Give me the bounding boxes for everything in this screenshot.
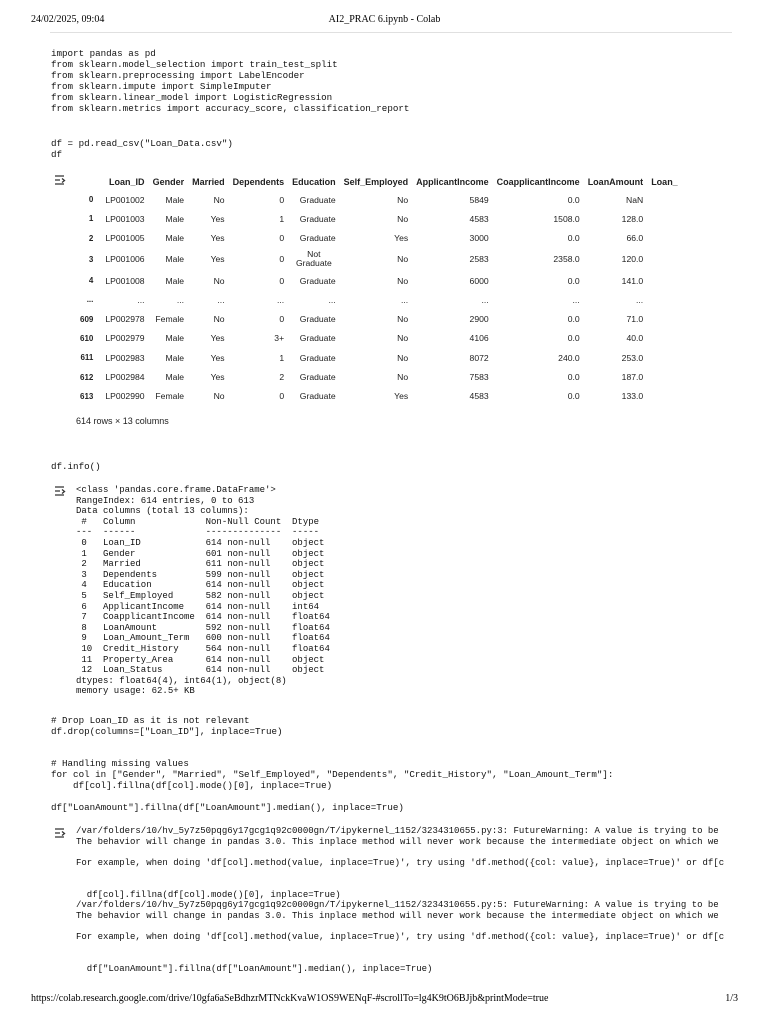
column-header [76,173,101,190]
table-row [76,348,682,367]
divider [50,32,732,33]
table-cell: LP002979 [105,333,145,344]
table-cell: 0 [279,194,285,205]
table-cell: 3000 [469,233,489,244]
row-index: 1 [88,214,94,224]
table-cell: No [397,333,409,344]
table-cell: Male [165,254,185,265]
table-cell: Graduate [299,275,336,286]
table-cell: LP001006 [105,254,145,265]
table-cell: LP002978 [105,314,145,325]
table-row [76,190,682,209]
table-row [76,367,682,386]
table-cell: 8072 [469,352,489,363]
table-cell: 141.0 [621,275,644,286]
table-cell: 4583 [469,391,489,402]
table-cell: 1508.0 [553,213,580,224]
table-cell: LP001003 [105,213,145,224]
table-cell: No [397,275,409,286]
table-cell [647,329,682,348]
row-index: 611 [80,353,94,363]
table-cell: No [397,372,409,383]
table-cell: 133.0 [621,391,644,402]
table-cell: Yes [210,352,225,363]
table-cell: Not Graduate [295,249,332,269]
info-output: <class 'pandas.core.frame.DataFrame'> RangeIndex: 614 entries, 0 to 613 Data columns (total 13 columns): # Column Non-Null Count Dtype --- ------ -------------- ----- 0 Loan_ID 614 non-null object 1 Gender 601 non-null object 2 Married 611 non-null object 3 Dependents 599 non-null object 4 Education 614 non-null object 5 Self_Employed 582 non-null object 6 ApplicantIncome 614 non-null int64 7 CoapplicantIncome 614 non-null float64 8 LoanAmount 592 non-null float64 9 Loan_Amount_Term 600 non-null float64 10 Credit_History 564 non-null float64 11 Property_Area 614 non-null object 12 Loan_Status 614 non-null object dtypes: float64(4), int64(1), object(8) memory usage: 62.5+ KB [76,485,330,697]
table-cell: 187.0 [621,372,644,383]
table-cell: Graduate [299,233,336,244]
table-row [76,271,682,290]
table-cell: Female [155,391,185,402]
table-cell: LP002983 [105,352,145,363]
column-header: Married [192,176,225,187]
table-cell: 2 [279,372,285,383]
table-cell: 0 [279,254,285,265]
table-cell: 0 [279,233,285,244]
table-cell [647,209,682,228]
table-cell: Yes [210,233,225,244]
table-cell: 0 [279,391,285,402]
table-cell: 253.0 [621,352,644,363]
table-row [76,309,682,328]
table-cell: ... [217,294,225,305]
print-title: AI2_PRAC 6.ipynb - Colab [328,14,441,25]
row-index: 0 [88,195,94,205]
row-index: 2 [88,233,94,243]
table-cell: No [397,352,409,363]
print-datetime: 24/02/2025, 09:04 [31,14,105,25]
table-cell: Yes [210,213,225,224]
column-header: Loan_ [651,176,678,187]
table-cell: No [213,314,225,325]
output-toggle-icon[interactable] [53,173,69,187]
table-cell: Male [165,275,185,286]
table-header-row [76,173,682,190]
table-cell: 66.0 [626,233,644,244]
table-cell: 120.0 [621,254,644,265]
table-cell: Male [165,352,185,363]
table-cell: 0.0 [567,333,580,344]
table-cell [647,387,682,406]
table-cell: 5849 [469,194,489,205]
column-header: ApplicantIncome [416,176,489,187]
row-index: 612 [80,372,94,382]
table-cell: 1 [279,352,285,363]
row-index: 4 [88,276,94,286]
table-cell [647,348,682,367]
table-cell: 0.0 [567,391,580,402]
table-cell: LP002990 [105,391,145,402]
table-cell: 0 [279,275,285,286]
page-number: 1/3 [725,993,738,1004]
table-cell: No [397,314,409,325]
table-cell: 240.0 [558,352,580,363]
print-header [31,14,738,34]
table-cell: No [213,194,225,205]
code-cell-drop[interactable]: # Drop Loan_ID as it is not relevant df.drop(columns=["Loan_ID"], inplace=True) [51,715,283,737]
row-index: 3 [88,254,94,264]
table-cell: ... [400,294,409,305]
table-cell: 7583 [469,372,489,383]
table-row [76,387,682,406]
table-cell: LP001008 [105,275,145,286]
column-header: Self_Employed [343,176,409,187]
table-cell: Yes [210,254,225,265]
table-cell: Male [165,233,185,244]
table-cell [647,248,682,271]
table-cell: Yes [394,391,409,402]
dataframe-shape-note: 614 rows × 13 columns [76,416,169,426]
table-cell [647,367,682,386]
table-row [76,229,682,248]
table-cell: LP001005 [105,233,145,244]
table-cell: ... [572,294,580,305]
table-cell: 3+ [274,333,285,344]
table-cell: 0.0 [567,194,580,205]
table-cell: Graduate [299,333,336,344]
column-header: Education [292,176,336,187]
table-cell: No [397,213,409,224]
table-cell: ... [328,294,336,305]
table-cell: 1 [279,213,285,224]
table-cell: 71.0 [626,314,644,325]
column-header: Gender [152,176,185,187]
table-cell: 4106 [469,333,489,344]
table-cell: No [213,275,225,286]
table-cell: ... [276,294,285,305]
table-cell: ... [176,294,185,305]
table-row [76,209,682,228]
table-cell: 2358.0 [553,254,580,265]
table-cell: 0.0 [567,233,580,244]
column-header: LoanAmount [587,176,644,187]
table-cell: 2583 [469,254,489,265]
table-cell: No [397,194,409,205]
table-cell: 6000 [469,275,489,286]
table-cell: Male [165,213,185,224]
table-cell [647,190,682,209]
table-cell [647,290,682,309]
table-cell: Graduate [299,194,336,205]
column-header: Loan_ID [109,176,145,187]
code-cell-imports[interactable]: import pandas as pd from sklearn.model_selection import train_test_split from sklearn.preprocessing import LabelEncoder from sklearn.impute import SimpleImputer from sklearn.linear_model import LogisticRegression from sklearn.metrics import accuracy_score, classification_report [51,48,410,114]
table-cell: NaN [625,194,644,205]
table-cell: No [213,391,225,402]
row-index: ... [86,295,94,305]
table-cell: Male [165,372,185,383]
table-cell: 128.0 [621,213,644,224]
output-toggle-icon[interactable] [53,484,69,498]
table-cell: Graduate [299,213,336,224]
table-cell: Male [165,333,185,344]
table-cell: 0.0 [567,314,580,325]
row-index: 609 [80,314,94,324]
table-cell: LP001002 [105,194,145,205]
table-cell: Graduate [299,372,336,383]
table-cell: 0 [279,314,285,325]
table-cell: 2900 [469,314,489,325]
table-cell [647,229,682,248]
table-cell: ... [481,294,489,305]
table-cell: 40.0 [626,333,644,344]
table-cell: Yes [210,372,225,383]
table-cell: ... [137,294,145,305]
table-cell [647,271,682,290]
dataframe-table [76,173,682,406]
table-cell: ... [636,294,644,305]
code-cell-info[interactable]: df.info() [51,461,101,472]
table-cell: 0.0 [567,372,580,383]
table-cell: Yes [210,333,225,344]
table-cell: Female [155,314,185,325]
table-cell: Graduate [299,352,336,363]
table-row [76,329,682,348]
table-cell: Yes [394,233,409,244]
table-cell: No [397,254,409,265]
table-cell: Graduate [299,314,336,325]
table-row [76,248,682,271]
table-cell: LP002984 [105,372,145,383]
print-url[interactable]: https://colab.research.google.com/drive/10gfa6aSeBdhzrMTNckKvaW1OS9WENqF-#scrollTo=lg4K9tO6BJjb&printMode=true [31,993,549,1004]
table-cell: Graduate [299,391,336,402]
column-header: CoapplicantIncome [496,176,580,187]
row-index: 610 [80,333,94,343]
code-cell-read-csv[interactable]: df = pd.read_csv("Loan_Data.csv") df [51,138,233,160]
table-cell [647,309,682,328]
table-cell: 4583 [469,213,489,224]
column-header: Dependents [232,176,285,187]
code-cell-missing-values[interactable]: # Handling missing values for col in ["Gender", "Married", "Self_Employed", "Dependents", "Credit_History", "Loan_Amount_Term"]: df[col].fillna(df[col].mode()[0], inplace=True) df["LoanAmount"].fillna(df["LoanAmount"].median(), inplace=True) [51,758,614,813]
table-cell: Male [165,194,185,205]
table-cell: 0.0 [567,275,580,286]
table-row [76,290,682,309]
output-toggle-icon[interactable] [53,826,69,840]
warning-output: /var/folders/10/hv_5y7z50pqg6y17gcg1q92c0000gn/T/ipykernel_1152/3234310655.py:3: FutureWarning: A value is trying to be The behavior will change in pandas 3.0. This inplace method will never work because the intermediate object on which we For example, when doing 'df[col].method(value, inplace=True)', try using 'df.method({col: value}, inplace=True)' or df[c df[col].fillna(df[col].mode()[0], inplace=True) /var/folders/10/hv_5y7z50pqg6y17gcg1q92c0000gn/T/ipykernel_1152/3234310655.py:5: FutureWarning: A value is trying to be The behavior will change in pandas 3.0. This inplace method will never work because the intermediate object on which we For example, when doing 'df[col].method(value, inplace=True)', try using 'df.method({col: value}, inplace=True)' or df[c df["LoanAmount"].fillna(df["LoanAmount"].median(), inplace=True) [76,826,725,974]
row-index: 613 [80,391,94,401]
